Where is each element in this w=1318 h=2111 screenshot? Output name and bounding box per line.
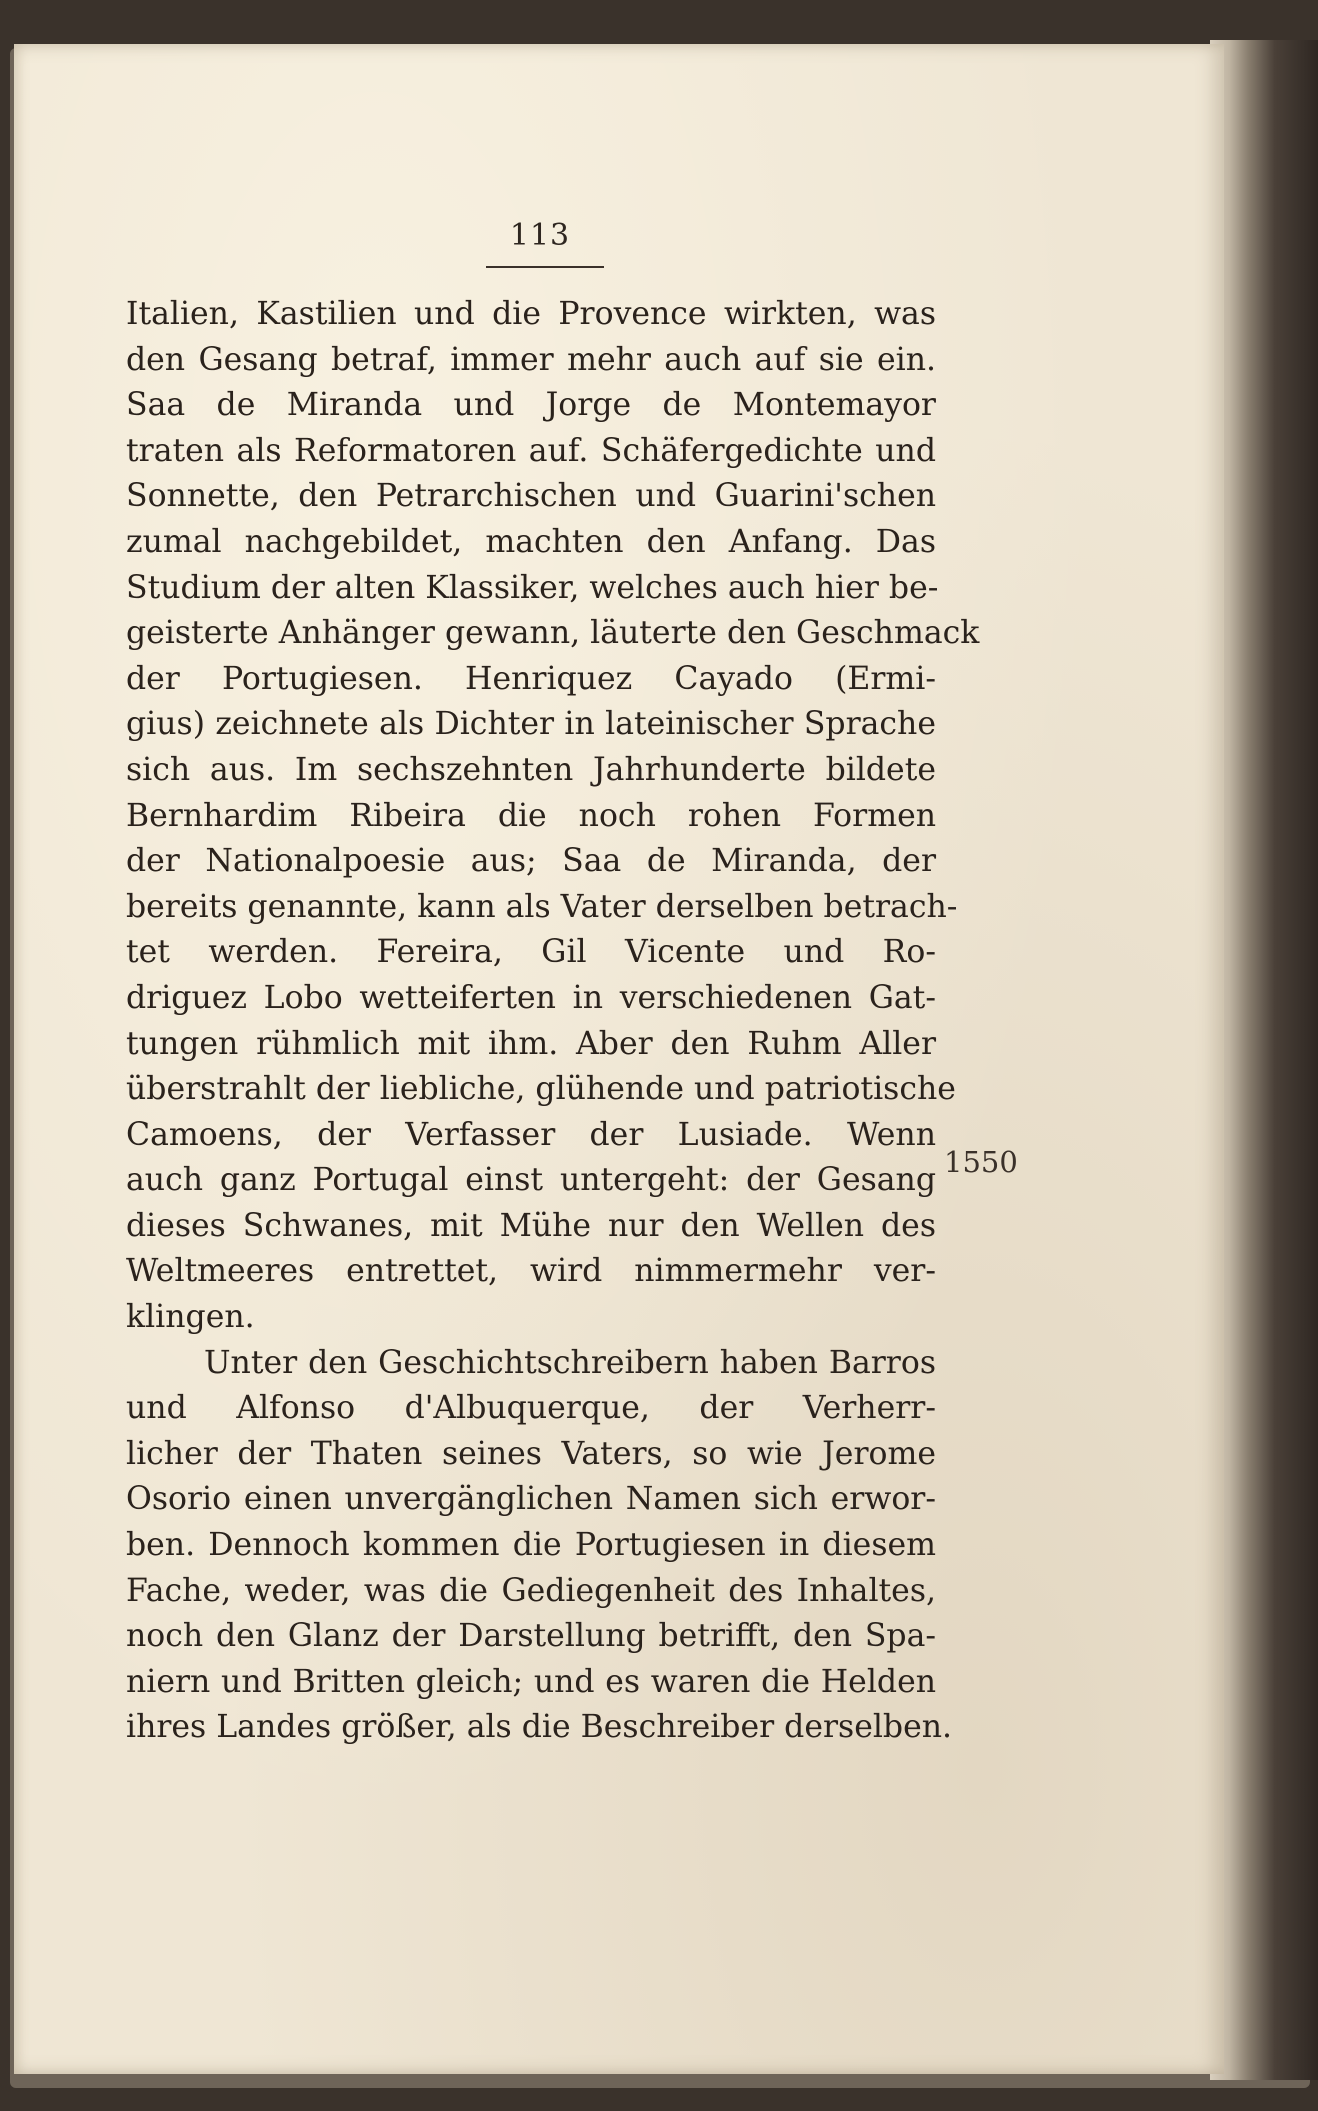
- page-number: 113: [509, 218, 571, 253]
- text-line: den Gesang betraf, immer mehr auch auf sie ein.: [126, 341, 936, 378]
- text-line: Osorio einen unvergänglichen Namen sich erwor-: [126, 1481, 936, 1518]
- margin-note-year: 1550: [944, 1145, 1018, 1179]
- text-line: traten als Reformatoren auf. Schäfergedichte und: [126, 432, 936, 469]
- text-line: Bernhardim Ribeira die noch rohen Formen: [126, 797, 936, 834]
- text-line: tet werden. Fereira, Gil Vicente und Ro-: [126, 934, 936, 971]
- text-line: Sonnette, den Petrarchischen und Guarini'schen: [126, 478, 936, 515]
- text-line: überstrahlt der liebliche, glühende und patriotische: [126, 1071, 956, 1108]
- text-line: Weltmeeres entrettet, wird nimmermehr ver-: [126, 1253, 936, 1290]
- text-line: der Nationalpoesie aus; Saa de Miranda, der: [126, 843, 936, 880]
- text-line: noch den Glanz der Darstellung betrifft, den Spa-: [126, 1618, 936, 1655]
- header-rule: [486, 266, 604, 268]
- text-line: Studium der alten Klassiker, welches auch hier be-: [126, 569, 939, 606]
- text-line: dieses Schwanes, mit Mühe nur den Wellen des: [126, 1207, 936, 1244]
- text-line: zumal nachgebildet, machten den Anfang. Das: [126, 523, 936, 560]
- page-edges: [1210, 40, 1318, 2080]
- text-line: bereits genannte, kann als Vater derselben betrach-: [126, 888, 958, 925]
- text-line: ihres Landes größer, als die Beschreiber derselben.: [126, 1709, 953, 1746]
- text-line: tungen rühmlich mit ihm. Aber den Ruhm Aller: [126, 1025, 936, 1062]
- text-line: ben. Dennoch kommen die Portugiesen in diesem: [126, 1527, 936, 1564]
- text-line: und Alfonso d'Albuquerque, der Verherr-: [126, 1390, 936, 1427]
- text-line: Italien, Kastilien und die Provence wirkten, was: [126, 296, 936, 332]
- text-line: Unter den Geschichtschreibern haben Barros: [204, 1344, 936, 1381]
- text-line: Fache, weder, was die Gediegenheit des Inhaltes,: [126, 1572, 936, 1609]
- text-line: der Portugiesen. Henriquez Cayado (Ermi-: [126, 660, 936, 697]
- body-text: [126, 292, 980, 1751]
- text-line: sich aus. Im sechszehnten Jahrhunderte bildete: [126, 751, 936, 788]
- text-line: niern und Britten gleich; und es waren die Helden: [126, 1663, 936, 1700]
- text-line: licher der Thaten seines Vaters, so wie Jerome: [126, 1435, 936, 1472]
- text-line: Saa de Miranda und Jorge de Montemayor: [126, 387, 936, 424]
- text-line: driguez Lobo wetteiferten in verschiedenen Gat-: [126, 979, 936, 1016]
- text-line: klingen.: [126, 1299, 255, 1336]
- text-line: gius) zeichnete als Dichter in lateinischer Sprache: [126, 706, 936, 743]
- text-line: geisterte Anhänger gewann, läuterte den Geschmack: [126, 615, 980, 652]
- text-line: Camoens, der Verfasser der Lusiade. Wenn: [126, 1116, 936, 1153]
- text-line: auch ganz Portugal einst untergeht: der Gesang: [126, 1162, 936, 1199]
